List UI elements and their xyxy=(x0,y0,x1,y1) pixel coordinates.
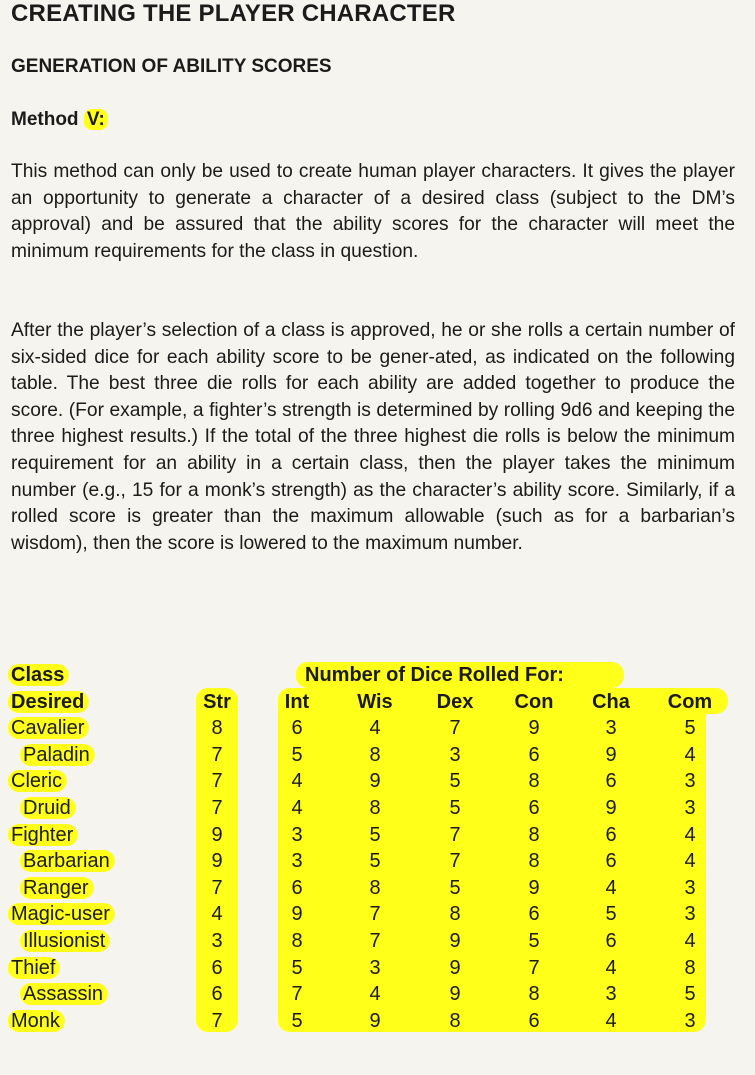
dice-count-cha: 9 xyxy=(605,797,617,819)
dice-count-cha: 6 xyxy=(605,850,617,873)
dice-count-str: 9 xyxy=(211,850,223,873)
dice-count-str: 7 xyxy=(211,797,223,819)
dice-count-int: 5 xyxy=(291,743,303,766)
dice-count-con: 8 xyxy=(528,823,540,846)
class-name: Cavalier xyxy=(8,715,89,742)
dice-count-cha: 6 xyxy=(605,823,617,846)
dice-count-dex: 9 xyxy=(449,930,461,952)
class-name: Monk xyxy=(8,1008,65,1035)
dice-count-wis: 9 xyxy=(369,770,381,793)
dice-count-str: 6 xyxy=(211,983,223,1006)
dice-count-wis: 5 xyxy=(369,823,381,846)
dice-count-cha: 4 xyxy=(605,956,617,979)
dice-count-com: 3 xyxy=(684,903,696,926)
dice-count-wis: 3 xyxy=(369,956,381,979)
class-name: Ranger xyxy=(20,875,94,902)
dice-count-int: 7 xyxy=(291,983,303,1006)
dice-count-dex: 8 xyxy=(449,903,461,926)
class-name: Illusionist xyxy=(20,928,110,955)
dice-count-cha: 3 xyxy=(605,983,617,1006)
dice-count-str: 4 xyxy=(211,903,223,926)
dice-count-int: 4 xyxy=(291,797,303,819)
dice-count-wis: 9 xyxy=(369,1009,381,1032)
dice-count-int: 9 xyxy=(291,903,303,926)
dice-count-com: 8 xyxy=(684,956,696,979)
dice-count-wis: 7 xyxy=(369,930,381,952)
dice-count-wis: 8 xyxy=(369,743,381,766)
dice-count-cha: 3 xyxy=(605,717,617,740)
dice-count-int: 5 xyxy=(291,1009,303,1032)
paragraph-intro: This method can only be used to create human player characters. It gives the player an opportunity to generate a character of a desired class (subject to the DM’s approval) and be assured that the ability scores for the character will meet the minimum requirements for the class in question. xyxy=(11,161,735,262)
dice-count-con: 9 xyxy=(528,876,540,899)
dice-count-con: 7 xyxy=(528,956,540,979)
dice-count-con: 8 xyxy=(528,983,540,1006)
dice-count-dex: 7 xyxy=(449,850,461,873)
paragraph-procedure: After the player’s selection of a class is approved, he or she rolls a certain number of six-sided dice for each ability score to be gener-ated, as indicated on the following table. The best three die rolls for each ability are added together to produce the score. (For example, a fighter’s strength is determined by rolling 9d6 and keeping the three highest results.) If the total of the three highest die rolls is below the minimum requirement for an ability in a certain class, then the player takes the minimum number (e.g., 15 for a monk’s strength) as the character’s ability score. Similarly, if a rolled score is greater than the maximum allowable (such as for a barbarian’s wisdom), then the score is lowered to the maximum number. xyxy=(11,320,735,554)
class-name: Paladin xyxy=(20,742,95,769)
class-name: Magic-user xyxy=(8,901,115,928)
dice-count-int: 5 xyxy=(291,956,303,979)
dice-count-str: 7 xyxy=(211,743,223,766)
dice-count-con: 8 xyxy=(528,850,540,873)
dice-count-con: 6 xyxy=(528,743,540,766)
dice-count-dex: 5 xyxy=(449,797,461,819)
header-desired: Desired xyxy=(8,689,89,716)
class-name: Barbarian xyxy=(20,848,115,875)
dice-count-wis: 5 xyxy=(369,850,381,873)
dice-count-cha: 9 xyxy=(605,743,617,766)
dice-count-dex: 5 xyxy=(449,876,461,899)
dice-count-cha: 4 xyxy=(605,876,617,899)
abilities-highlight xyxy=(278,688,706,1032)
column-header-cha: Cha xyxy=(592,690,630,713)
dice-count-dex: 7 xyxy=(449,717,461,740)
dice-count-int: 4 xyxy=(291,770,303,793)
dice-count-con: 5 xyxy=(528,930,540,952)
dice-count-com: 4 xyxy=(684,850,696,873)
column-header-dex: Dex xyxy=(436,690,474,713)
class-name: Thief xyxy=(8,955,60,982)
dice-count-com: 5 xyxy=(684,983,696,1006)
column-header-int: Int xyxy=(284,690,310,713)
header-class: Class xyxy=(8,662,69,689)
class-name: Druid xyxy=(20,795,76,822)
header-dice-group: Number of Dice Rolled For: xyxy=(305,664,564,686)
dice-count-str: 7 xyxy=(211,770,223,793)
dice-count-str: 9 xyxy=(211,823,223,846)
dice-count-com: 4 xyxy=(684,743,696,766)
column-header-con: Con xyxy=(514,690,554,713)
class-name: Assassin xyxy=(20,981,108,1008)
dice-count-com: 3 xyxy=(684,770,696,793)
dice-count-con: 9 xyxy=(528,717,540,740)
dice-count-wis: 7 xyxy=(369,903,381,926)
column-header-str: Str xyxy=(203,690,231,713)
dice-table xyxy=(8,660,748,1040)
dice-count-com: 3 xyxy=(684,797,696,819)
method-heading xyxy=(11,109,108,131)
dice-count-str: 7 xyxy=(211,876,223,899)
dice-count-com: 4 xyxy=(684,930,696,952)
column-header-wis: Wis xyxy=(357,690,393,713)
dice-count-com: 3 xyxy=(684,1009,696,1032)
dice-count-dex: 5 xyxy=(449,770,461,793)
section-heading: GENERATION OF ABILITY SCORES xyxy=(11,56,332,77)
dice-count-com: 5 xyxy=(684,717,696,740)
dice-count-int: 8 xyxy=(291,930,303,952)
class-name: Cleric xyxy=(8,768,67,795)
class-name: Fighter xyxy=(8,822,78,849)
dice-count-cha: 6 xyxy=(605,770,617,793)
dice-count-int: 6 xyxy=(291,717,303,740)
dice-count-wis: 8 xyxy=(369,876,381,899)
dice-count-com: 3 xyxy=(684,876,696,899)
dice-count-dex: 7 xyxy=(449,823,461,846)
dice-count-cha: 5 xyxy=(605,903,617,926)
dice-count-str: 3 xyxy=(211,930,223,952)
dice-count-con: 6 xyxy=(528,1009,540,1032)
dice-count-cha: 4 xyxy=(605,1009,617,1032)
dice-count-str: 6 xyxy=(211,956,223,979)
column-header-com: Com xyxy=(667,690,713,713)
dice-count-str: 8 xyxy=(211,717,223,740)
dice-count-wis: 8 xyxy=(369,797,381,819)
dice-count-cha: 6 xyxy=(605,930,617,952)
dice-count-int: 3 xyxy=(291,823,303,846)
dice-count-com: 4 xyxy=(684,823,696,846)
dice-count-int: 6 xyxy=(291,876,303,899)
page-title: CREATING THE PLAYER CHARACTER xyxy=(11,0,456,27)
dice-count-wis: 4 xyxy=(369,717,381,740)
dice-count-int: 3 xyxy=(291,850,303,873)
dice-count-str: 7 xyxy=(211,1009,223,1032)
dice-count-con: 6 xyxy=(528,903,540,926)
dice-count-dex: 3 xyxy=(449,743,461,766)
dice-count-dex: 9 xyxy=(449,956,461,979)
dice-count-dex: 9 xyxy=(449,983,461,1006)
dice-count-dex: 8 xyxy=(449,1009,461,1032)
method-label: Method xyxy=(11,109,84,130)
dice-count-con: 8 xyxy=(528,770,540,793)
dice-count-con: 6 xyxy=(528,797,540,819)
method-id-highlight: V: xyxy=(84,109,108,130)
dice-count-wis: 4 xyxy=(369,983,381,1006)
